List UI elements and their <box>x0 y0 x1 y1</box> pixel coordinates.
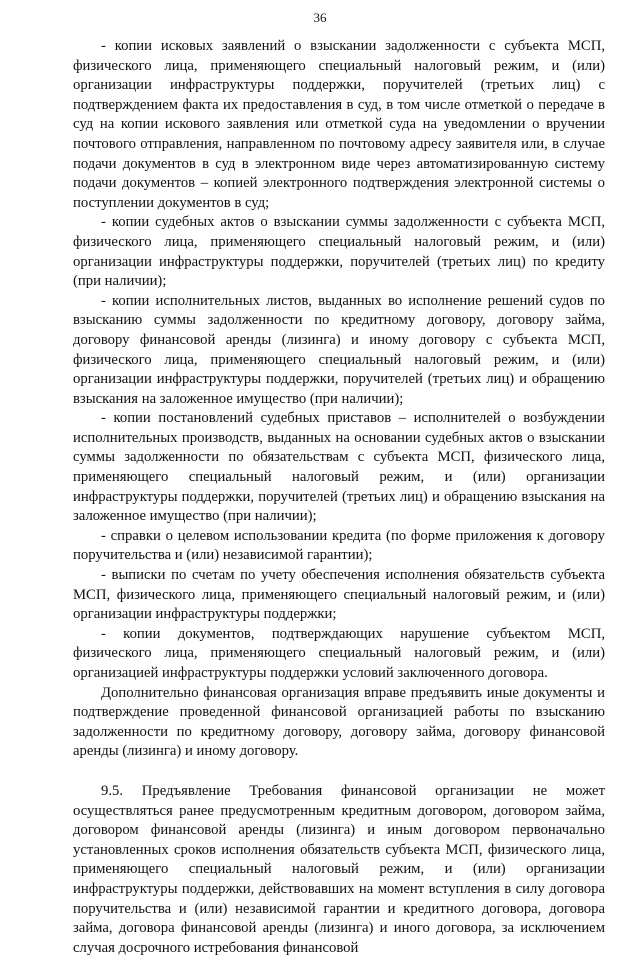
list-item-bailiff-resolutions: - копии постановлений судебных приставов – исполнителей о возбуждении исполнительных производств, выданных на основании судебных актов о взыскании суммы задолженности по обязательствам с субъекта МСП, физического лица, применяющего специальный налоговый режим, и (или) организации инфраструктуры поддержки, поручителей (третьих лиц) и обращению взыскания на заложенное имущество (при наличии); <box>73 410 605 525</box>
page-number: 36 <box>313 10 327 25</box>
list-item-writs-of-execution: - копии исполнительных листов, выданных во исполнение решений судов по взысканию суммы задолженности по кредитному договору, договору займа, договору финансовой аренды (лизинга) и иному договору с субъекта МСП, физического лица, применяющего специальный налоговый режим, и (или) организации инфраструктуры поддержки, поручителей (третьих лиц) и обращению взыскания на заложенное имущество (при наличии); <box>73 292 605 407</box>
list-item-lawsuit-copies: - копии исковых заявлений о взыскании задолженности с субъекта МСП, физического лица, применяющего специальный налоговый режим, и (или) организации инфраструктуры поддержки, поручителей (третьих лиц) с подтверждением факта их предоставления в суд, в том числе отметкой о передаче в суд на копии искового заявления или отметкой суда на уведомлении о вручении почтового отправления, направленном по почтовому адресу заявителя или, в случае подачи документов в суд в электронном виде через автоматизированную систему подачи документов – копией электронного подтверждения электронной системы о поступлении документов в суд; <box>73 38 605 211</box>
list-item-violation-documents: - копии документов, подтверждающих нарушение субъектом МСП, физического лица, применяющего специальный налоговый режим, и (или) организацией инфраструктуры поддержки условий заключенного договора. <box>73 625 605 681</box>
additional-documents-paragraph: Дополнительно финансовая организация вправе предъявить иные документы и подтверждение проведенной финансовой организацией работы по взысканию задолженности по кредитному договору, договору займа, договору финансовой аренды (лизинга) и иному договору. <box>73 684 605 760</box>
list-item-court-acts: - копии судебных актов о взыскании суммы задолженности с субъекта МСП, физического лица, применяющего специальный налоговый режим, и (или) организации инфраструктуры поддержки, поручителей (третьих лиц) по кредиту (при наличии); <box>73 214 605 290</box>
list-item-account-statements: - выписки по счетам по учету обеспечения исполнения обязательств субъекта МСП, физического лица, применяющего специальный налоговый режим, и (или) организации инфраструктуры поддержки; <box>73 567 605 623</box>
section-9-5-paragraph: 9.5. Предъявление Требования финансовой организации не может осуществляться ранее предусмотренным кредитным договором, договором займа, договором финансовой аренды (лизинга) и иным договором первоначально установленных сроков исполнения обязательств субъекта МСП, физического лица, применяющего специальный налоговый режим, и (или) организации инфраструктуры поддержки, действовавших на момент вступления в силу договора поручительства и (или) независимой гарантии и кредитного договора, договора займа, договора финансовой аренды (лизинга) и иного договора, за исключением случая досрочного истребования финансовой <box>73 782 605 956</box>
list-item-credit-usage-certificate: - справки о целевом использовании кредита (по форме приложения к договору поручительства и (или) независимой гарантии); <box>73 527 605 564</box>
document-body <box>73 37 605 958</box>
paragraph-spacer <box>73 762 605 782</box>
